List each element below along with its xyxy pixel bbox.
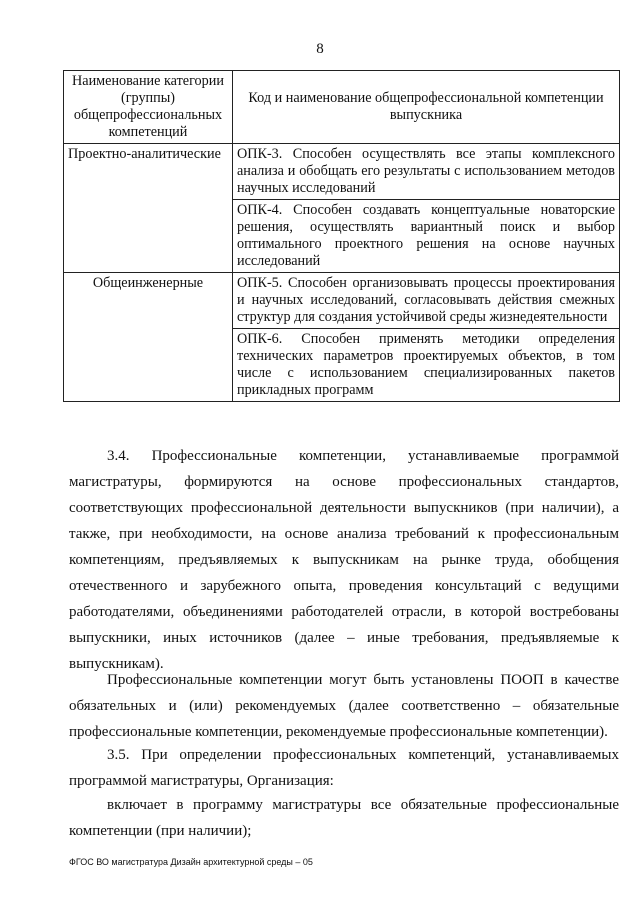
- category-cell: Общеинженерные: [64, 273, 233, 402]
- table-header-row: [64, 71, 620, 144]
- paragraph-3-5: 3.5. При определении профессиональных компетенций, устанавливаемых программой магистратуры, Организация:: [69, 747, 619, 789]
- competency-cell: ОПК-3. Способен осуществлять все этапы комплексного анализа и обобщать его результаты с использованием методов научных исследований: [233, 144, 620, 200]
- table-row: [64, 273, 620, 329]
- competency-cell: ОПК-4. Способен создавать концептуальные новаторские решения, осуществлять вариантный поиск и выбор оптимального проектного решения на основе научных исследований: [233, 200, 620, 273]
- category-cell: Проектно-аналитические: [64, 144, 233, 273]
- page-number: 8: [316, 41, 324, 57]
- document-footer: ФГОС ВО магистратура Дизайн архитектурной среды – 05: [69, 857, 313, 867]
- paragraph-professional-competencies: Профессиональные компетенции могут быть установлены ПООП в качестве обязательных и (или) рекомендуемых (далее соответственно – обязательные профессиональные компетенции, рекомендуемые профессиональные компетенции).: [69, 672, 619, 740]
- header-category: Наименование категории (группы) общепрофессиональных компетенций: [64, 71, 233, 144]
- competency-cell: ОПК-6. Способен применять методики определения технических параметров проектируемых объектов, в том числе с использованием специализированных пакетов прикладных программ: [233, 329, 620, 402]
- header-code-name: Код и наименование общепрофессиональной компетенции выпускника: [233, 71, 620, 144]
- competency-cell: ОПК-5. Способен организовывать процессы проектирования и научных исследований, согласовывать действия смежных структур для создания устойчивой среды жизнедеятельности: [233, 273, 620, 329]
- paragraph-includes: включает в программу магистратуры все обязательные профессиональные компетенции (при наличии);: [69, 797, 619, 839]
- paragraph-3-4: 3.4. Профессиональные компетенции, устанавливаемые программой магистратуры, формируются на основе профессиональных стандартов, соответствующих профессиональной деятельности выпускников (при наличии), а также, при необходимости, на основе анализа требований к профессиональным компетенциям, предъявляемых к выпускникам на рынке труда, обобщения отечественного и зарубежного опыта, проведения консультаций с ведущими работодателями, объединениями работодателей отрасли, в которой востребованы выпускники, иных источников (далее – иные требования, предъявляемые к выпускникам).: [69, 448, 619, 672]
- competencies-table: [63, 70, 620, 402]
- table-row: [64, 144, 620, 200]
